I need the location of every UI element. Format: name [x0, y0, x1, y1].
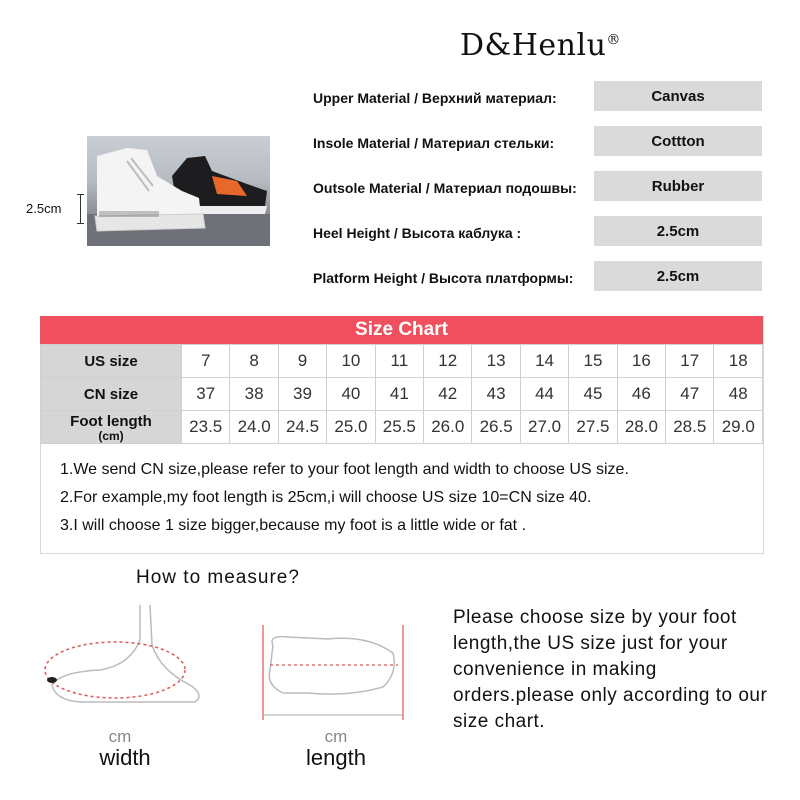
width-caption: width	[99, 745, 151, 770]
size-chart-cell: 15	[569, 345, 617, 378]
spec-label-heel: Heel Height / Высота каблука :	[313, 225, 522, 241]
size-chart-cell: 41	[375, 378, 423, 411]
row-header-label: CN size	[83, 385, 139, 403]
brand-name: D&Henlu	[460, 28, 607, 63]
size-chart-cell: 12	[424, 345, 472, 378]
size-chart-cell: 16	[617, 345, 665, 378]
row-header-unit: (cm)	[98, 428, 124, 443]
size-chart-row	[41, 378, 763, 411]
size-chart-cell: 17	[666, 345, 714, 378]
width-unit: cm	[108, 727, 132, 746]
foot-width-icon	[40, 600, 220, 710]
size-chart-cell: 11	[375, 345, 423, 378]
measure-instructions: Please choose size by your foot length,the US size just for your convenience in making orders.please only according to our size chart.	[453, 607, 768, 732]
spec-value-upper: Canvas	[594, 81, 762, 111]
foot-length-icon	[258, 625, 408, 725]
size-chart-cell: 24.5	[278, 411, 326, 444]
size-chart-cell: 24.0	[230, 411, 278, 444]
spec-label-outsole: Outsole Material / Материал подошвы:	[313, 180, 577, 196]
size-chart-cell: 44	[520, 378, 568, 411]
row-header-label: Foot length	[70, 412, 152, 430]
product-photo	[87, 136, 270, 246]
size-chart-row-header	[41, 378, 182, 411]
size-chart-table	[40, 344, 763, 444]
size-chart-cell: 47	[666, 378, 714, 411]
size-chart-cell: 26.5	[472, 411, 520, 444]
size-chart-cell: 8	[230, 345, 278, 378]
size-chart-cell: 27.0	[520, 411, 568, 444]
size-chart-row	[41, 345, 763, 378]
height-measure-line	[80, 194, 81, 224]
size-chart-cell: 38	[230, 378, 278, 411]
size-chart-cell: 27.5	[569, 411, 617, 444]
length-caption: length	[306, 745, 366, 770]
height-measure-label: 2.5cm	[26, 201, 62, 216]
size-chart-cell: 28.5	[666, 411, 714, 444]
how-to-measure-title: How to measure?	[136, 567, 300, 588]
size-note-1: 1.We send CN size,please refer to your foot length and width to choose US size.	[60, 461, 629, 478]
spec-value-heel: 2.5cm	[594, 216, 762, 246]
size-chart-cell: 18	[714, 345, 763, 378]
spec-value-platform: 2.5cm	[594, 261, 762, 291]
size-chart-cell: 39	[278, 378, 326, 411]
size-chart-row	[41, 411, 763, 444]
sneaker-illustration	[87, 136, 270, 246]
size-chart-cell: 37	[182, 378, 230, 411]
size-chart-cell: 40	[327, 378, 375, 411]
size-chart-cell: 9	[278, 345, 326, 378]
size-note-3: 3.I will choose 1 size bigger,because my foot is a little wide or fat .	[60, 517, 527, 534]
size-note-2: 2.For example,my foot length is 25cm,i will choose US size 10=CN size 40.	[60, 489, 592, 506]
size-chart-cell: 7	[182, 345, 230, 378]
size-chart-cell: 26.0	[424, 411, 472, 444]
size-chart-cell: 25.0	[327, 411, 375, 444]
size-chart-cell: 43	[472, 378, 520, 411]
size-chart-cell: 23.5	[182, 411, 230, 444]
size-chart-row-header	[41, 345, 182, 378]
spec-label-upper: Upper Material / Верхний материал:	[313, 90, 557, 106]
size-chart-cell: 46	[617, 378, 665, 411]
brand-logo	[460, 28, 621, 63]
row-header-label: US size	[84, 352, 138, 370]
size-chart-cell: 13	[472, 345, 520, 378]
spec-value-outsole: Rubber	[594, 171, 762, 201]
spec-label-platform: Platform Height / Высота платформы:	[313, 270, 574, 286]
size-chart-cell: 28.0	[617, 411, 665, 444]
size-chart-cell: 42	[424, 378, 472, 411]
registered-mark: ®	[606, 32, 621, 48]
size-chart-cell: 45	[569, 378, 617, 411]
size-chart-cell: 48	[714, 378, 763, 411]
size-chart-title: Size Chart	[40, 316, 763, 344]
spec-value-insole: Cottton	[594, 126, 762, 156]
size-chart-cell: 25.5	[375, 411, 423, 444]
size-chart-cell: 14	[520, 345, 568, 378]
length-unit: cm	[324, 727, 348, 746]
size-chart-cell: 29.0	[714, 411, 763, 444]
size-chart-row-header	[41, 411, 182, 444]
spec-label-insole: Insole Material / Материал стельки:	[313, 135, 555, 151]
size-chart-cell: 10	[327, 345, 375, 378]
